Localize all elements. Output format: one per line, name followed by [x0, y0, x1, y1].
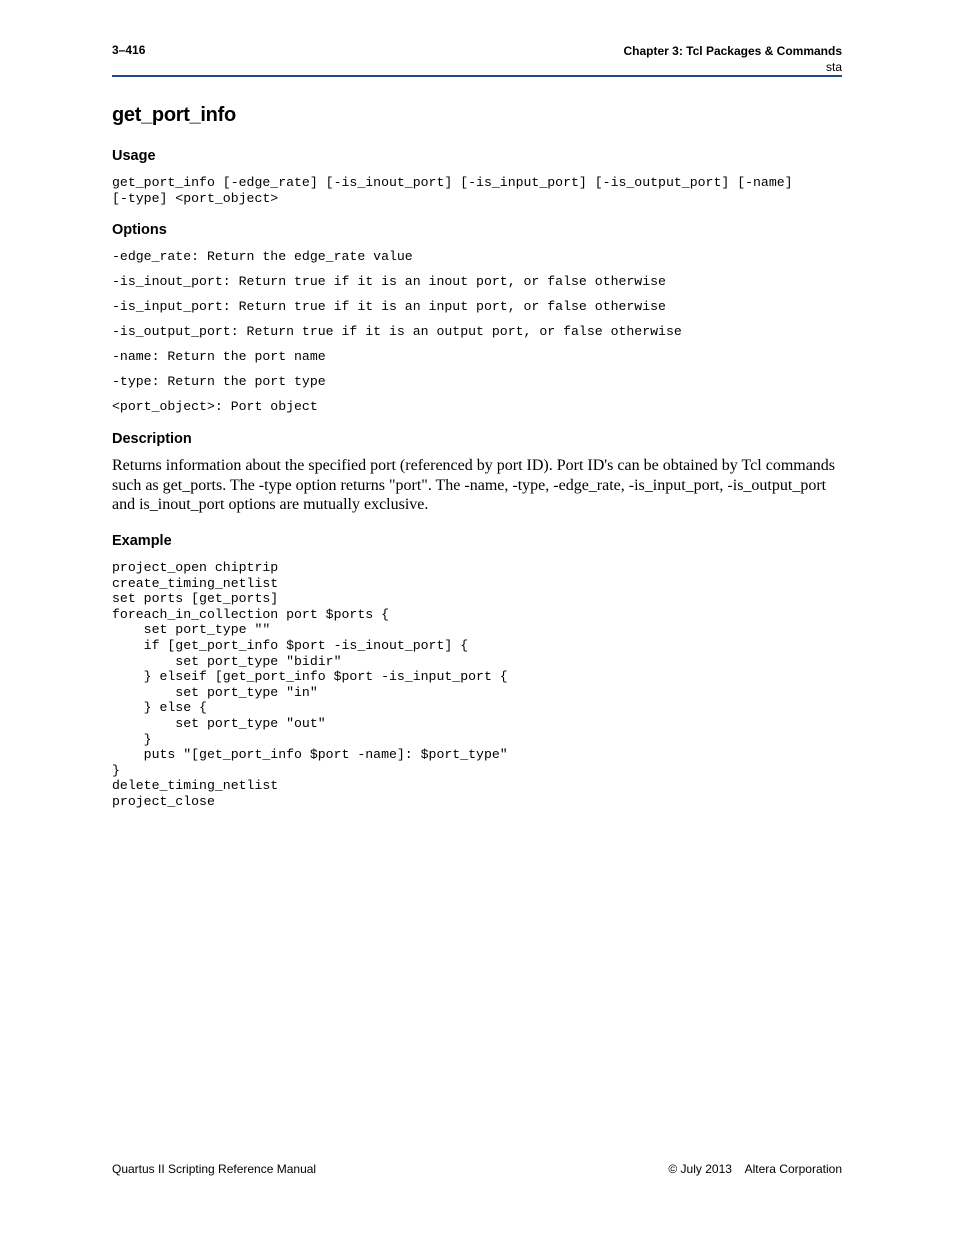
option-name: -name: Return the port name: [112, 349, 326, 364]
example-code-block: project_open chiptrip create_timing_netlist set ports [get_ports] foreach_in_collection port $ports { set port_type "" if [get_port_info $port -is_inout_port] { set port_type "bidir" } elseif [get_port_info $port -is_input_port { set port_type "in" } else { set port_type "out" } puts "[get_port_info $port -name]: $port_type" } delete_timing_netlist project_close: [112, 560, 508, 809]
option-is-input-port: -is_input_port: Return true if it is an input port, or false otherwise: [112, 299, 666, 314]
option-port-object: <port_object>: Port object: [112, 399, 318, 414]
description-text: Returns information about the specified port (referenced by port ID). Port ID's can be obtained by Tcl commands such as get_ports. The -type option returns "port". The -name, -type, -edge_rate, -is_input_port, -is_output_port and is_inout_port options are mutually exclusive.: [112, 457, 836, 513]
usage-line-1: get_port_info [-edge_rate] [-is_inout_port] [-is_input_port] [-is_output_port] [-name]: [112, 175, 793, 190]
usage-syntax: [112, 175, 793, 206]
option-is-inout-port: -is_inout_port: Return true if it is an inout port, or false otherwise: [112, 274, 666, 289]
description-heading: Description: [112, 431, 192, 447]
options-heading: Options: [112, 222, 167, 238]
footer-manual-title: Quartus II Scripting Reference Manual: [112, 1162, 317, 1176]
footer-date: © July 2013: [668, 1162, 732, 1176]
usage-heading: Usage: [112, 148, 156, 164]
section-name: sta: [825, 60, 842, 74]
chapter-title: Chapter 3: Tcl Packages & Commands: [623, 44, 842, 58]
footer-copyright: [668, 1162, 842, 1176]
running-header: [623, 43, 842, 75]
header-rule: [112, 75, 842, 77]
page-number: 3–416: [112, 43, 146, 57]
option-is-output-port: -is_output_port: Return true if it is an output port, or false otherwise: [112, 324, 682, 339]
option-edge-rate: -edge_rate: Return the edge_rate value: [112, 249, 413, 264]
page-title: get_port_info: [112, 104, 236, 126]
example-heading: Example: [112, 533, 172, 549]
option-type: -type: Return the port type: [112, 374, 326, 389]
usage-line-2: [-type] <port_object>: [112, 190, 279, 206]
footer-company: Altera Corporation: [744, 1162, 842, 1176]
